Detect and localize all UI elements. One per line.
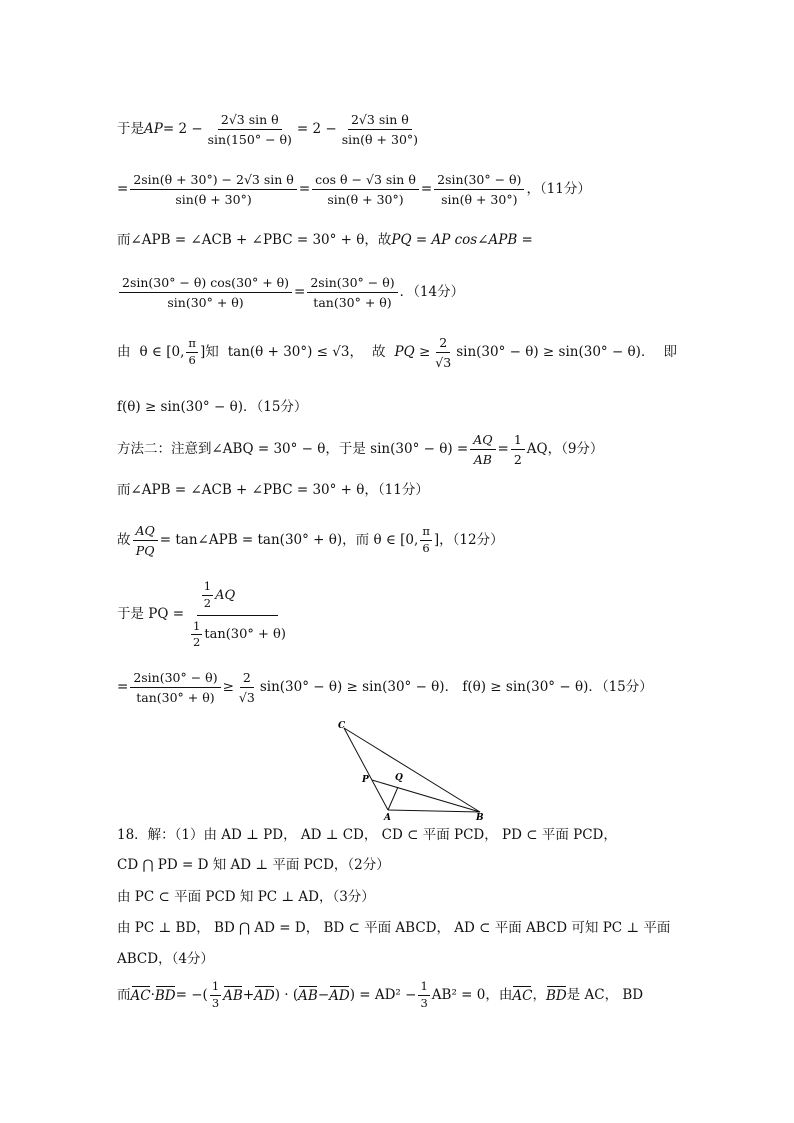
triangle-figure	[330, 716, 500, 826]
text: 由 PC ⊂ 平面 PCD 知 PC ⊥ AD，（3分）	[117, 889, 375, 905]
denominator: √3	[238, 690, 255, 705]
denominator: 2	[193, 635, 201, 650]
vector-ac: AC	[130, 988, 151, 1005]
text: 于是 PQ =	[117, 606, 185, 623]
numerator: 2sin(30° − θ)	[130, 670, 220, 688]
text: 即	[663, 343, 677, 360]
fraction	[202, 580, 213, 611]
text: sin(30° − θ) ≥ sin(30° − θ)． f(θ) ≥ sin(30° − θ)．（15分）	[259, 678, 653, 695]
edge-cb	[344, 728, 480, 812]
vector-bd: BD	[545, 988, 567, 1005]
text: 而	[117, 986, 131, 1003]
text: tan(30° + θ)	[204, 627, 286, 643]
text: ·	[150, 986, 155, 1003]
numerator: 2√3 sin θ	[348, 112, 412, 130]
label-q: Q	[395, 773, 403, 783]
text: ]，（12分）	[433, 531, 504, 548]
vector-ab: AB	[223, 988, 243, 1005]
math-op: = 2 −	[162, 120, 203, 137]
q18-line-2	[117, 858, 390, 874]
numerator: 1	[202, 580, 213, 596]
numerator: 2sin(θ + 30°) − 2√3 sin θ	[130, 172, 297, 190]
denominator: AB	[473, 452, 492, 467]
text: AQ，（9分）	[526, 440, 604, 457]
edge-pb	[372, 780, 480, 812]
edge-aq	[388, 787, 398, 810]
numerator: 2	[436, 335, 450, 353]
text: ABCD，（4分）	[117, 951, 214, 967]
text-prefix: 于是	[117, 120, 144, 137]
text-line-3	[117, 233, 533, 249]
text: CD ⋂ PD = D 知 AD ⊥ 平面 PCD，（2分）	[117, 857, 390, 873]
math-op: =	[298, 180, 311, 197]
text: =	[497, 440, 509, 457]
text: +	[242, 986, 255, 1003]
text: 18．解：（1）由 AD ⊥ PD， AD ⊥ CD， CD ⊂ 平面 PCD， PD ⊂ 平面 PCD，	[117, 827, 617, 843]
math-op: =	[420, 180, 433, 197]
text: ]知	[199, 343, 219, 360]
vector-ad: AD	[329, 988, 350, 1005]
numerator: 2	[240, 670, 254, 688]
math-op: =	[117, 678, 129, 695]
equation-line-7	[117, 432, 603, 467]
math-op: =	[294, 283, 306, 300]
compound-fraction	[186, 580, 289, 650]
text: 而∠APB = ∠ACB + ∠PBC = 30° + θ，故	[117, 232, 392, 248]
equation-line-10	[117, 580, 291, 650]
fraction	[210, 980, 221, 1011]
text: = tan∠APB = tan(30° + θ)，而 θ ∈ [0,	[159, 531, 419, 548]
score-note: ，（11分）	[526, 180, 591, 197]
math-op: =	[117, 180, 129, 197]
text: f(θ) ≥ sin(30° − θ)．（15分）	[117, 399, 308, 415]
numerator: 1	[511, 432, 525, 450]
numerator: 2sin(30° − θ) cos(30° + θ)	[119, 275, 292, 293]
fraction	[339, 112, 421, 147]
q18-line-4	[117, 921, 670, 937]
q18-line-1	[117, 828, 617, 844]
fraction	[119, 275, 292, 310]
label-b: B	[476, 813, 484, 823]
equation-line-4	[117, 275, 464, 310]
text: 方法二：注意到∠ABQ = 30° − θ，于是 sin(30° − θ) =	[117, 440, 469, 457]
equation-line-2	[117, 172, 591, 207]
denominator: 6	[188, 353, 196, 367]
denominator: √3	[435, 355, 452, 370]
numerator: AQ	[470, 432, 495, 450]
vector-ad: AD	[254, 988, 275, 1005]
numerator: 1	[210, 980, 221, 996]
denominator: sin(30° + θ)	[167, 295, 244, 310]
fraction	[133, 523, 158, 558]
vector-bd: BD	[154, 988, 176, 1005]
text: 是 AC， BD	[566, 986, 644, 1003]
numerator: π	[420, 525, 432, 541]
fraction	[432, 335, 454, 370]
denominator: 2	[203, 595, 212, 610]
text: 故	[117, 531, 131, 548]
text: = −(	[175, 986, 208, 1003]
edge-ca	[344, 728, 388, 810]
text: 由 PC ⊥ BD， BD ⋂ AD = D， BD ⊂ 平面 ABCD， AD ⊂ 平面 ABCD 可知 PC ⊥ 平面	[117, 920, 671, 936]
denominator: PQ	[135, 543, 155, 558]
numerator: 2√3 sin θ	[218, 112, 282, 130]
denominator: 3	[420, 995, 428, 1010]
q18-line-6	[117, 980, 643, 1011]
equation-line-5	[117, 335, 677, 370]
denominator: 6	[422, 541, 430, 555]
vector-ac: AC	[512, 988, 533, 1005]
text: ) · (	[274, 986, 299, 1003]
math-var: AP	[144, 120, 163, 137]
math-group	[140, 337, 219, 368]
numerator: 1	[191, 620, 202, 636]
numerator: 1	[418, 980, 429, 996]
fraction	[191, 620, 202, 651]
denominator: 3	[211, 995, 220, 1010]
fraction	[307, 275, 397, 310]
math-op: = 2 −	[296, 120, 337, 137]
fraction	[236, 670, 258, 705]
q18-line-3	[117, 890, 375, 906]
equation-line-1	[117, 112, 423, 147]
text: ) = AD² −	[349, 986, 417, 1003]
text: 故	[372, 343, 386, 360]
text: 由	[117, 343, 131, 360]
equation-line-11	[117, 670, 653, 705]
denominator	[186, 616, 289, 651]
text: θ ∈ [0,	[139, 343, 185, 360]
vector-ab: AB	[298, 988, 318, 1005]
equation-line-9	[117, 523, 504, 558]
denominator: sin(150° − θ)	[207, 132, 292, 147]
text: PQ ≥	[394, 343, 431, 360]
text: tan(θ + 30°) ≤ √3，	[227, 343, 363, 360]
denominator: tan(30° + θ)	[136, 690, 215, 705]
text: AQ	[215, 587, 236, 603]
text: 而∠APB = ∠ACB + ∠PBC = 30° + θ，（11分）	[117, 482, 429, 498]
fraction	[470, 432, 495, 467]
numerator: π	[186, 337, 198, 353]
math-op: ≥	[222, 678, 234, 695]
fraction	[511, 432, 525, 467]
fraction	[420, 525, 432, 556]
denominator: sin(θ + 30°)	[441, 192, 518, 207]
fraction	[186, 337, 198, 368]
numerator	[197, 580, 278, 616]
denominator: sin(θ + 30°)	[341, 132, 419, 147]
fraction	[312, 172, 419, 207]
numerator: cos θ − √3 sin θ	[312, 172, 419, 190]
fraction	[205, 112, 295, 147]
text: sin(30° − θ) ≥ sin(30° − θ)．	[456, 343, 655, 360]
text-line-8	[117, 483, 429, 499]
edge-ab	[388, 810, 480, 812]
fraction	[130, 670, 220, 705]
fraction	[418, 980, 429, 1011]
text: AB² = 0，由	[431, 986, 513, 1003]
text: −	[317, 986, 330, 1003]
denominator: 2	[513, 452, 522, 467]
fraction	[130, 172, 297, 207]
text: PQ = AP cos∠APB =	[391, 232, 533, 248]
numerator: 2sin(30° − θ)	[307, 275, 397, 293]
label-c: C	[338, 721, 346, 731]
denominator: sin(θ + 30°)	[327, 192, 404, 207]
text: ，	[532, 986, 546, 1003]
denominator: sin(θ + 30°)	[175, 192, 252, 207]
denominator: tan(30° + θ)	[313, 295, 392, 310]
label-a: A	[384, 813, 391, 823]
fraction	[434, 172, 524, 207]
numerator: AQ	[133, 523, 158, 541]
q18-line-5	[117, 952, 214, 968]
label-p: P	[362, 775, 369, 785]
text-line-6	[117, 400, 307, 416]
score-note: ．（14分）	[399, 283, 465, 300]
numerator: 2sin(30° − θ)	[434, 172, 524, 190]
math-group	[395, 335, 655, 370]
